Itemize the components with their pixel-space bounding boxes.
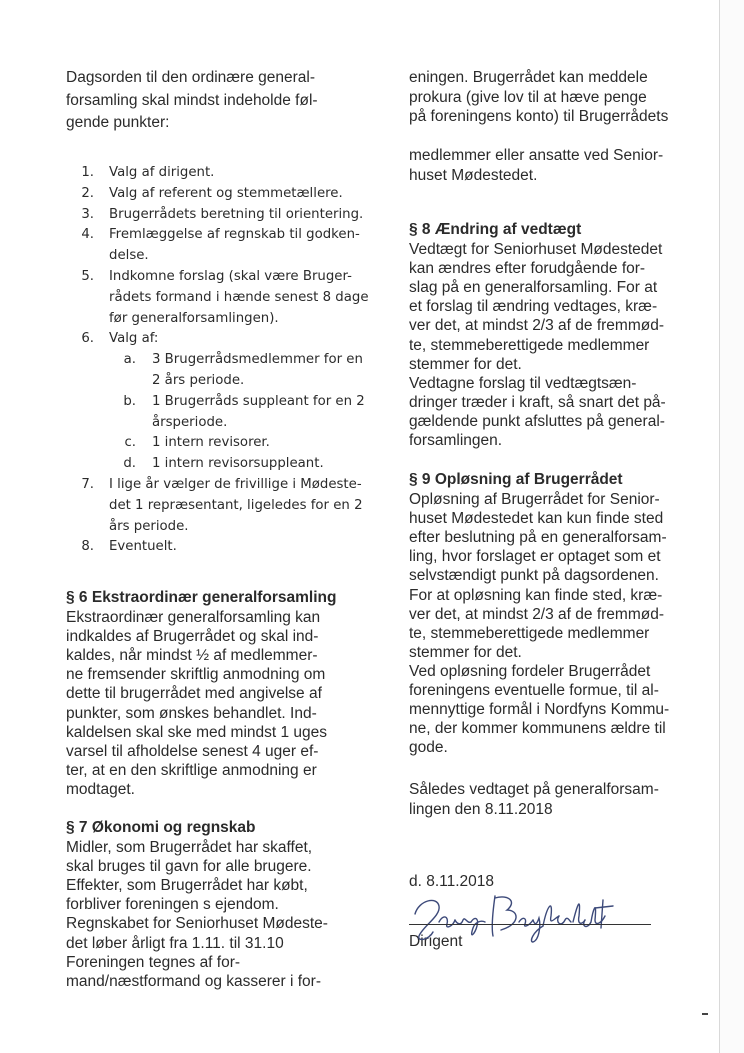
section-7-line: forbliver foreningen s ejendom.: [66, 896, 279, 914]
agenda-item-number: b.: [123, 393, 136, 409]
section-6-line: ter, at en den skriftlige anmodning er: [66, 761, 317, 779]
agenda-item-number: 4.: [81, 227, 94, 243]
section-7-heading: § 7 Økonomi og regnskab: [66, 819, 256, 836]
agenda-item-number: d.: [123, 456, 136, 472]
agenda-item-number: 3.: [81, 206, 94, 222]
section-9-line: For at opløsning kan finde sted, kræ-: [409, 586, 663, 604]
agenda-intro-line: Dagsorden til den ordinære general-: [66, 69, 316, 86]
section-9-line: foreningens eventuelle formue, til al-: [409, 682, 659, 699]
section-8-line: slag på en generalforsamling. For at: [409, 279, 658, 297]
section-8-line: dringer træder i kraft, så snart det på-: [409, 393, 666, 411]
section-8-line: Vedtagne forslag til vedtægtsæn-: [409, 374, 637, 392]
section-9-line: te, stemmeberettigede medlemmer: [409, 624, 650, 642]
section-8-line: ver det, at mindst 2/3 af de fremmød-: [409, 317, 664, 335]
signer-role: Dirigent: [409, 933, 463, 950]
handwritten-signature: [409, 886, 654, 946]
section-6-line: ne fremsender skriftlig anmodning om: [66, 666, 326, 684]
agenda-item-text: Fremlæggelse af regnskab til godken-: [109, 227, 360, 243]
section-6-line: varsel til afholdelse senest 4 uger ef-: [66, 742, 319, 760]
section-7-line: Foreningen tegnes af for-: [66, 953, 241, 971]
section-6-line: Ekstraordinær generalforsamling kan: [66, 609, 321, 626]
agenda-item-text: Valg af referent og stemmetællere.: [109, 185, 343, 201]
agenda-item-text: 1 intern revisorer.: [152, 435, 270, 451]
section-9-line: ling, hvor forslaget er optaget som et: [409, 548, 661, 566]
section-7-line: det løber årligt fra 1.11. til 31.10: [66, 934, 284, 952]
scan-mark: [702, 1013, 708, 1015]
section-7-line: Regnskabet for Seniorhuset Mødeste-: [66, 915, 328, 933]
agenda-item-text: Brugerrådets beretning til orientering.: [109, 206, 364, 222]
agenda-item-text: det 1 repræsentant, ligeledes for en 2: [109, 497, 363, 513]
closing-line: lingen den 8.11.2018: [409, 800, 553, 818]
section-9-line: efter beslutning på en generalforsam-: [409, 529, 667, 547]
agenda-item-text: Eventuelt.: [109, 539, 177, 555]
agenda-item-number: 8.: [81, 539, 94, 555]
agenda-item-text: årsperiode.: [152, 414, 228, 430]
section-7-line: Midler, som Brugerrådet har skaffet,: [66, 839, 313, 856]
agenda-item-text: Valg af dirigent.: [109, 165, 215, 180]
section-9-line: ne, der kommer kommunens ældre til: [409, 720, 666, 738]
section-8-line: kan ændres efter forudgående for-: [409, 260, 646, 278]
section-9-heading: § 9 Opløsning af Brugerrådet: [409, 471, 623, 488]
agenda-item-text: før generalforsamlingen).: [109, 310, 279, 326]
section-6-line: kaldelsen skal ske med mindst 1 uges: [66, 723, 328, 741]
agenda-item-text: 1 Brugerråds suppleant for en 2: [152, 393, 365, 409]
continuation-line: på foreningens konto) til Brugerrådets: [409, 108, 669, 125]
section-6-line: indkaldes af Brugerrådet og skal ind-: [66, 628, 319, 646]
agenda-intro-line: gende punkter:: [66, 114, 170, 131]
closing-line: Således vedtaget på generalforsam-: [409, 781, 659, 798]
continuation-2-line: huset Mødestedet.: [409, 166, 538, 184]
signature-date: d. 8.11.2018: [409, 873, 495, 890]
section-8-line: Vedtægt for Seniorhuset Mødestedet: [409, 241, 663, 258]
agenda-intro-line: forsamling skal mindst indeholde føl-: [66, 91, 318, 109]
agenda-item-number: a.: [123, 352, 136, 368]
agenda-item-text: Valg af:: [109, 331, 159, 347]
scan-page-edge: [719, 0, 744, 1053]
continuation-line: eningen. Brugerrådet kan meddele: [409, 69, 648, 86]
section-9-line: Ved opløsning fordeler Brugerrådet: [409, 662, 651, 680]
agenda-item-number: 6.: [81, 331, 94, 347]
section-7-line: skal bruges til gavn for alle brugere.: [66, 858, 312, 876]
section-8-line: forsamlingen.: [409, 432, 503, 449]
agenda-item-text: rådets formand i hænde senest 8 dage: [109, 289, 369, 305]
section-8-line: te, stemmeberettigede medlemmer: [409, 336, 650, 354]
section-9-line: mennyttige formål i Nordfyns Kommu-: [409, 701, 670, 719]
signature-line: [409, 924, 651, 925]
section-9-line: selvstændigt punkt på dagsordenen.: [409, 567, 659, 585]
section-6-line: punkter, som ønskes behandlet. Ind-: [66, 704, 317, 722]
section-8-heading: § 8 Ændring af vedtægt: [409, 221, 582, 238]
section-6-line: modtaget.: [66, 780, 135, 798]
section-6-heading: § 6 Ekstraordinær generalforsamling: [66, 589, 337, 606]
agenda-item-text: 2 års periode.: [152, 372, 245, 388]
section-6-line: kaldes, når mindst ½ af medlemmer-: [66, 647, 318, 665]
section-9-line: stemmer for det.: [409, 643, 522, 661]
agenda-item-text: delse.: [109, 248, 149, 264]
section-8-line: gældende punkt afsluttes på general-: [409, 412, 665, 430]
continuation-2-line: medlemmer eller ansatte ved Senior-: [409, 147, 664, 164]
agenda-item-text: I lige år vælger de frivillige i Mødeste-: [109, 477, 362, 492]
section-8-line: stemmer for det.: [409, 355, 522, 373]
agenda-item-number: 2.: [81, 185, 94, 201]
agenda-item-number: c.: [124, 435, 136, 451]
agenda-item-number: 1.: [81, 165, 94, 180]
section-9-line: ver det, at mindst 2/3 af de fremmød-: [409, 605, 664, 623]
agenda-item-number: 7.: [81, 477, 94, 492]
section-9-line: huset Mødestedet kan kun finde sted: [409, 510, 664, 528]
section-9-line: gode.: [409, 739, 448, 757]
section-8-line: et forslag til ændring vedtages, kræ-: [409, 298, 658, 316]
section-7-line: mand/næstformand og kasserer i for-: [66, 972, 321, 990]
agenda-item-text: 1 intern revisorsuppleant.: [152, 456, 324, 472]
continuation-line: prokura (give lov til at hæve penge: [409, 88, 647, 106]
agenda-item-text: års periode.: [109, 518, 189, 534]
section-6-line: dette til brugerrådet med angivelse af: [66, 685, 322, 703]
section-9-line: Opløsning af Brugerrådet for Senior-: [409, 491, 660, 508]
agenda-item-text: 3 Brugerrådsmedlemmer for en: [152, 352, 363, 368]
agenda-item-text: Indkomne forslag (skal være Bruger-: [109, 269, 352, 284]
section-7-line: Effekter, som Brugerrådet har købt,: [66, 877, 308, 895]
agenda-item-number: 5.: [81, 269, 94, 284]
